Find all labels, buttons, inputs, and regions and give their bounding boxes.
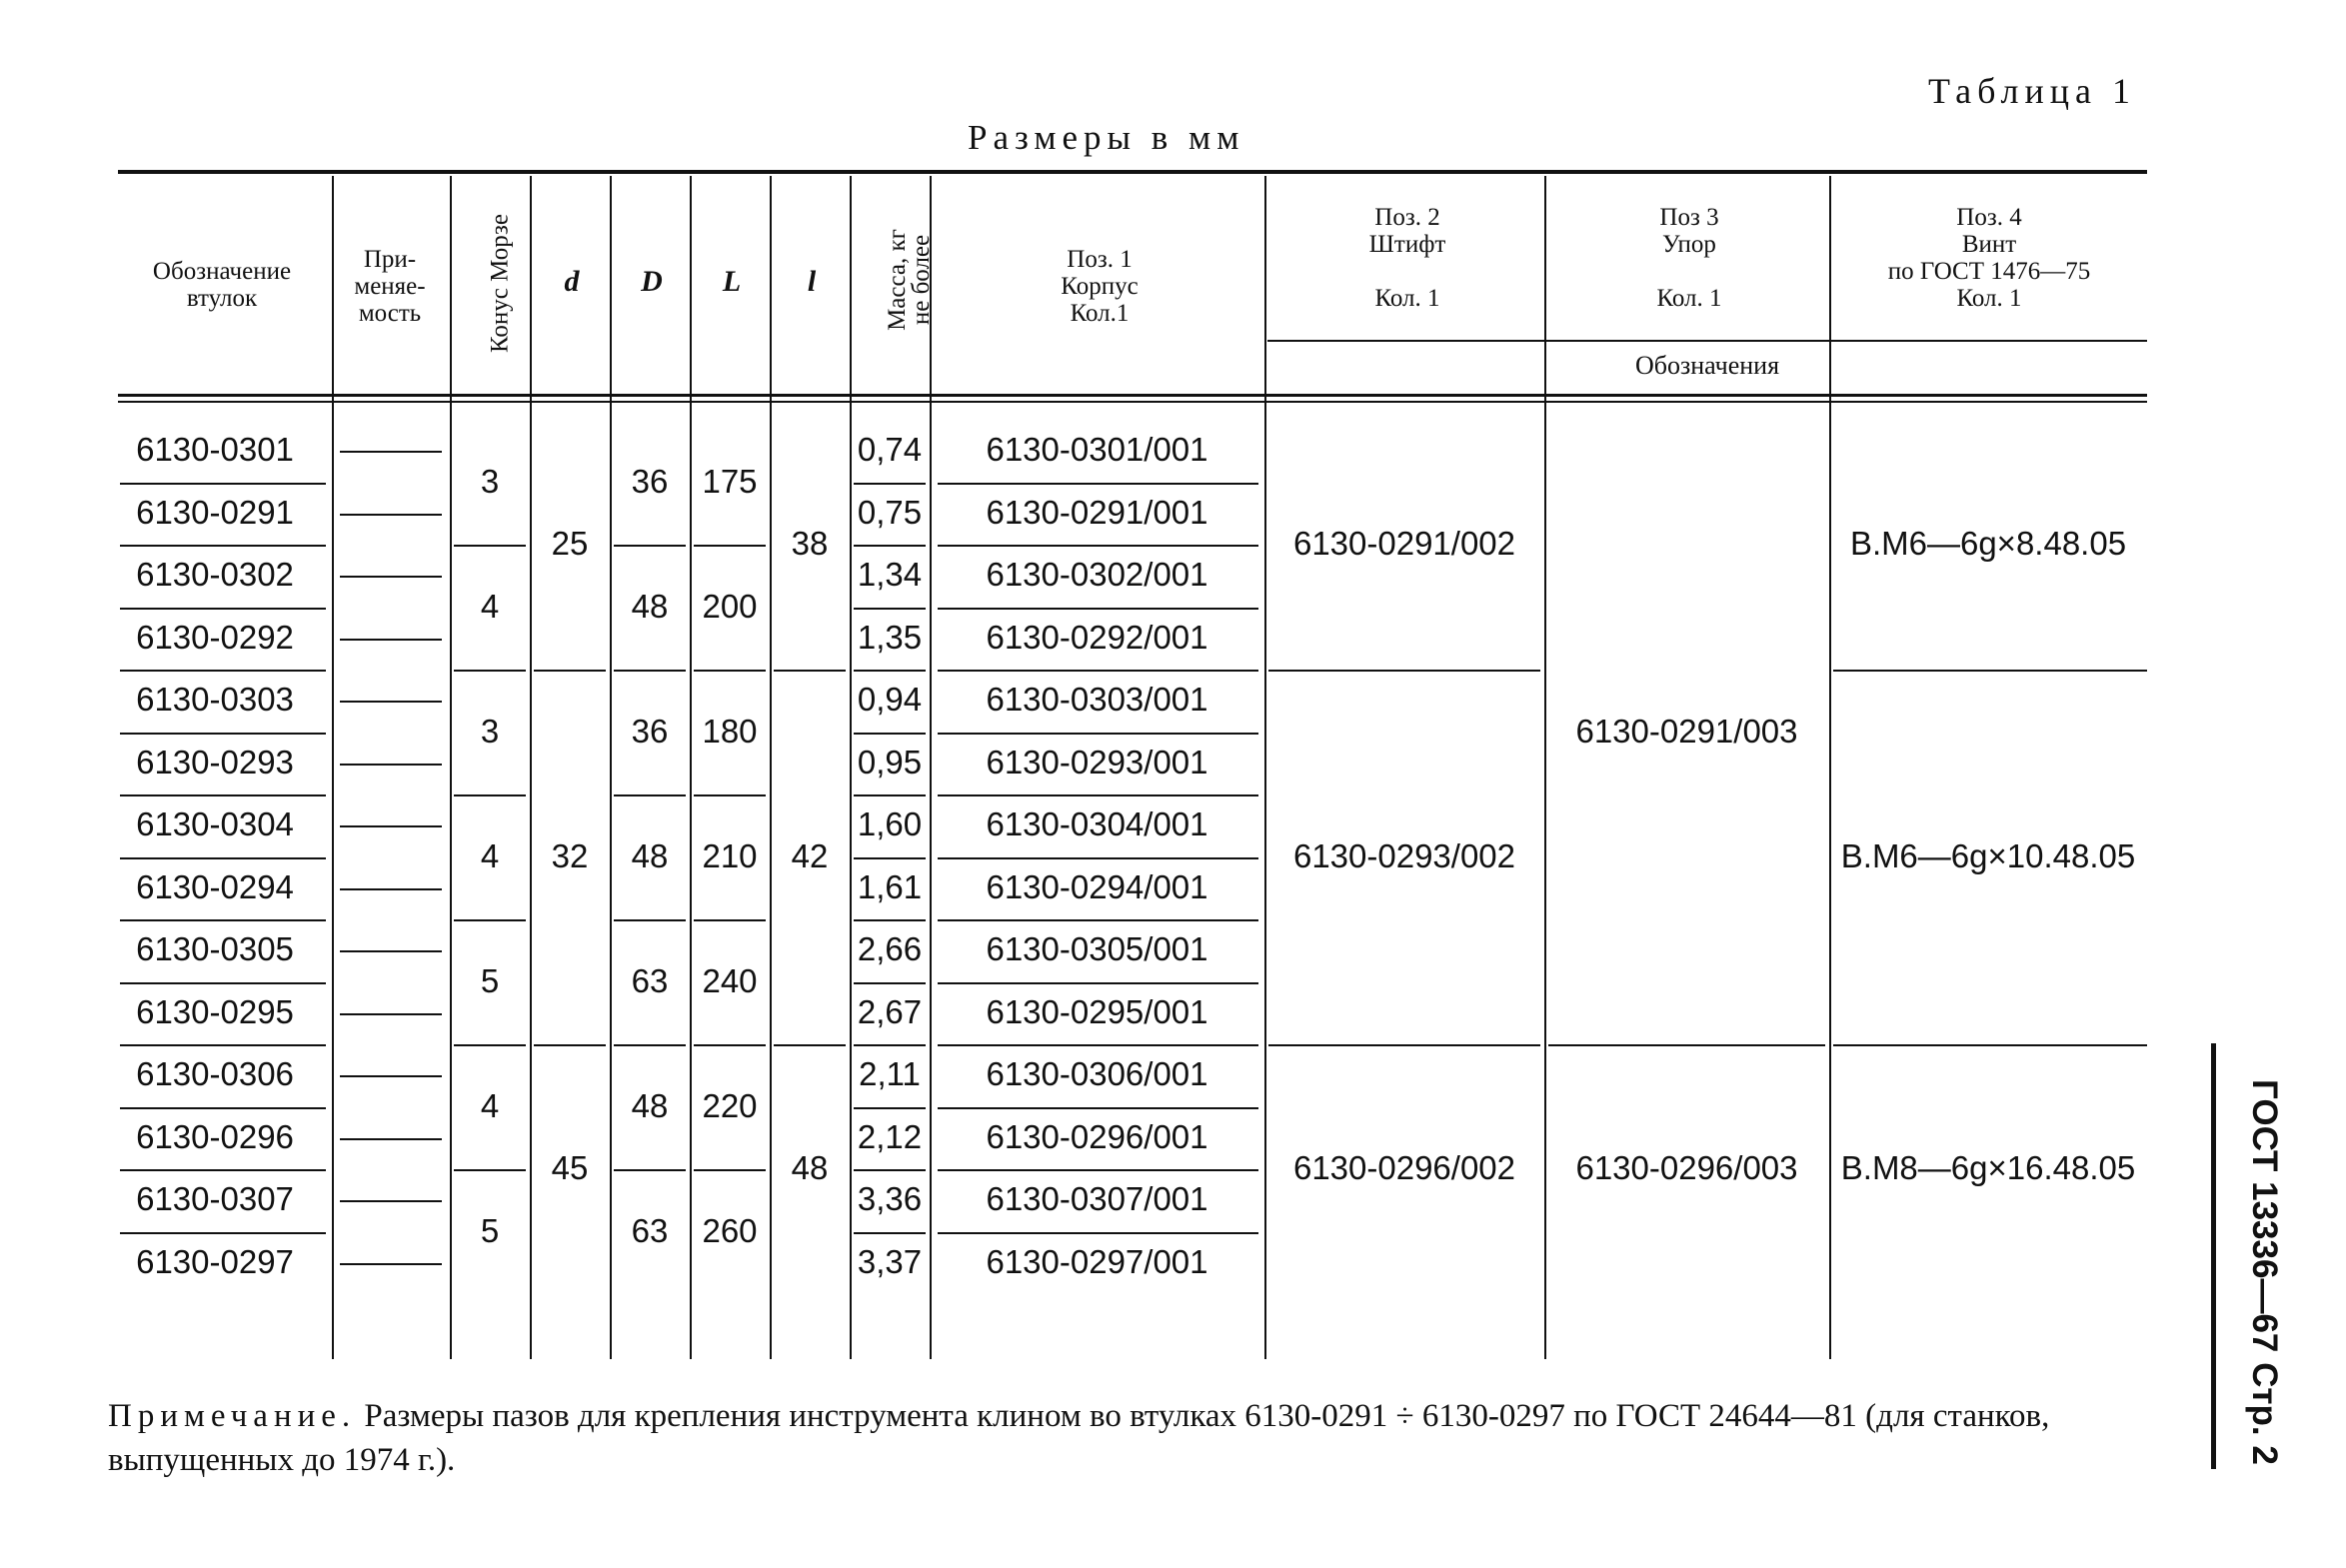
morse-value: 4	[480, 836, 500, 874]
footnote-lead: Примечание.	[108, 1398, 357, 1434]
row-line	[614, 919, 686, 921]
row-line	[340, 888, 442, 890]
row-line	[340, 764, 442, 766]
row-line	[774, 1044, 846, 1046]
row-pos1: 6130-0295/001	[986, 992, 1208, 1030]
row-line	[340, 701, 442, 703]
row-line	[1833, 670, 2147, 672]
row-mass: 1,35	[857, 618, 923, 656]
column-line	[1264, 176, 1266, 1359]
row-mass: 0,94	[857, 681, 923, 719]
row-line	[1548, 1044, 1825, 1046]
row-line	[454, 545, 526, 547]
header-designation: Обозначение втулок	[152, 258, 292, 312]
row-mass: 0,75	[857, 493, 923, 531]
row-designation: 6130-0297	[136, 1242, 294, 1280]
row-line	[694, 670, 766, 672]
row-pos1: 6130-0301/001	[986, 431, 1208, 469]
row-line	[1833, 1044, 2147, 1046]
row-line	[938, 733, 1258, 735]
d-value: 25	[551, 525, 589, 562]
footnote	[108, 1394, 2137, 1482]
row-line	[340, 514, 442, 516]
row-line	[120, 1044, 326, 1046]
pos2-value: 6130-0296/002	[1292, 1149, 1516, 1186]
row-designation: 6130-0293	[136, 743, 294, 781]
header-pos2: Поз. 2 Штифт Кол. 1	[1368, 204, 1446, 312]
pos3-value: 6130-0296/003	[1575, 1149, 1798, 1186]
row-pos1: 6130-0307/001	[986, 1180, 1208, 1218]
row-line	[614, 545, 686, 547]
row-line	[120, 857, 326, 859]
header-l: l	[807, 265, 817, 298]
D-value: 48	[631, 587, 669, 625]
L-value: 175	[702, 462, 758, 500]
D-value: 36	[631, 462, 669, 500]
pos2-value: 6130-0291/002	[1292, 525, 1516, 562]
row-line	[340, 451, 442, 453]
column-line	[530, 176, 532, 1359]
row-line	[454, 670, 526, 672]
row-line	[614, 794, 686, 796]
row-pos1: 6130-0304/001	[986, 805, 1208, 843]
row-line	[120, 733, 326, 735]
L-value: 180	[702, 712, 758, 750]
header-bottom-rule	[118, 394, 2147, 397]
header-d: d	[564, 265, 580, 298]
row-line	[340, 825, 442, 827]
morse-value: 5	[480, 961, 500, 999]
table-label: Таблица 1	[1928, 71, 2136, 111]
d-value: 32	[551, 836, 589, 874]
row-line	[340, 950, 442, 952]
row-line	[938, 1044, 1258, 1046]
row-line	[938, 608, 1258, 610]
row-line	[694, 1169, 766, 1171]
row-line	[120, 1107, 326, 1109]
row-designation: 6130-0305	[136, 930, 294, 968]
row-line	[120, 483, 326, 485]
l-value: 48	[791, 1149, 829, 1186]
D-value: 63	[631, 1211, 669, 1249]
morse-value: 4	[480, 587, 500, 625]
row-mass: 1,34	[857, 556, 923, 594]
row-line	[938, 1232, 1258, 1234]
L-value: 260	[702, 1211, 758, 1249]
row-mass: 3,36	[857, 1180, 923, 1218]
row-mass: 0,74	[857, 431, 923, 469]
row-line	[454, 794, 526, 796]
L-value: 220	[702, 1086, 758, 1124]
units-caption: Размеры в мм	[968, 118, 1245, 157]
row-mass: 3,37	[857, 1242, 923, 1280]
row-designation: 6130-0307	[136, 1180, 294, 1218]
row-line	[534, 1044, 606, 1046]
row-line	[854, 919, 926, 921]
row-mass: 1,61	[857, 867, 923, 905]
pos3-value: 6130-0291/003	[1575, 712, 1798, 750]
D-value: 36	[631, 712, 669, 750]
row-designation: 6130-0295	[136, 992, 294, 1030]
top-rule	[118, 170, 2147, 174]
row-line	[854, 1044, 926, 1046]
row-mass: 2,66	[857, 930, 923, 968]
row-pos1: 6130-0302/001	[986, 556, 1208, 594]
row-pos1: 6130-0291/001	[986, 493, 1208, 531]
row-line	[340, 1138, 442, 1140]
header-applicability: При- меняе- мость	[354, 246, 426, 327]
row-mass: 2,11	[859, 1055, 921, 1093]
morse-value: 3	[480, 712, 500, 750]
row-line	[694, 919, 766, 921]
row-line	[938, 1107, 1258, 1109]
row-line	[854, 608, 926, 610]
row-pos1: 6130-0292/001	[986, 618, 1208, 656]
row-line	[340, 1075, 442, 1077]
row-pos1: 6130-0297/001	[986, 1242, 1208, 1280]
row-line	[120, 545, 326, 547]
row-line	[120, 1169, 326, 1171]
header-pos3: Поз 3 Упор Кол. 1	[1656, 204, 1722, 312]
row-designation: 6130-0292	[136, 618, 294, 656]
L-value: 210	[702, 836, 758, 874]
row-line	[854, 483, 926, 485]
D-value: 48	[631, 1086, 669, 1124]
designations-rule	[1267, 340, 2147, 342]
row-line	[854, 545, 926, 547]
pos4-value: B.M6—6g×8.48.05	[1849, 525, 2127, 562]
pos4-value: B.M6—6g×10.48.05	[1840, 836, 2136, 874]
row-line	[938, 982, 1258, 984]
header-designations: Обозначения	[1634, 351, 1780, 380]
l-value: 42	[791, 836, 829, 874]
row-pos1: 6130-0305/001	[986, 930, 1208, 968]
column-line	[450, 176, 452, 1359]
d-value: 45	[551, 1149, 589, 1186]
row-designation: 6130-0296	[136, 1117, 294, 1155]
row-line	[694, 794, 766, 796]
row-line	[340, 1013, 442, 1015]
column-line	[690, 176, 692, 1359]
header-pos1: Поз. 1 Корпус Кол.1	[1061, 246, 1139, 327]
row-line	[340, 1200, 442, 1202]
column-line	[850, 176, 852, 1359]
row-line	[938, 919, 1258, 921]
L-value: 200	[702, 587, 758, 625]
header-L: L	[722, 265, 742, 298]
row-line	[1268, 670, 1540, 672]
row-line	[120, 919, 326, 921]
row-line	[454, 1169, 526, 1171]
row-mass: 2,67	[857, 992, 923, 1030]
row-line	[694, 545, 766, 547]
row-mass: 2,12	[857, 1117, 923, 1155]
D-value: 63	[631, 961, 669, 999]
l-value: 38	[791, 525, 829, 562]
header-morse-taper: Конус Морзе	[486, 213, 514, 354]
row-line	[938, 670, 1258, 672]
row-mass: 1,60	[857, 805, 923, 843]
row-line	[854, 982, 926, 984]
row-line	[120, 794, 326, 796]
row-line	[694, 1044, 766, 1046]
row-line	[454, 919, 526, 921]
row-pos1: 6130-0306/001	[986, 1055, 1208, 1093]
row-line	[614, 1169, 686, 1171]
footnote-text: Размеры пазов для крепления инструмента клином во втулках 6130-0291 ÷ 6130-0297 по ГОСТ 24644—81 (для станков, выпущенных до 1974 г.).	[108, 1398, 2050, 1478]
row-designation: 6130-0303	[136, 681, 294, 719]
column-line	[770, 176, 772, 1359]
row-pos1: 6130-0294/001	[986, 867, 1208, 905]
row-line	[854, 1169, 926, 1171]
header-bottom-rule-2	[118, 401, 2147, 403]
row-line	[120, 982, 326, 984]
row-line	[340, 1263, 442, 1265]
morse-value: 4	[480, 1086, 500, 1124]
row-designation: 6130-0301	[136, 431, 294, 469]
row-line	[938, 794, 1258, 796]
row-line	[938, 483, 1258, 485]
row-line	[534, 670, 606, 672]
row-designation: 6130-0294	[136, 867, 294, 905]
row-line	[1268, 1044, 1540, 1046]
row-line	[120, 1232, 326, 1234]
row-pos1: 6130-0296/001	[986, 1117, 1208, 1155]
D-value: 48	[631, 836, 669, 874]
row-line	[120, 608, 326, 610]
column-line	[332, 176, 334, 1359]
L-value: 240	[702, 961, 758, 999]
row-line	[938, 1169, 1258, 1171]
header-D: D	[641, 265, 663, 298]
side-label: ГОСТ 13336—67 Стр. 2	[2245, 1079, 2284, 1465]
row-line	[774, 670, 846, 672]
header-pos4: Поз. 4 Винт по ГОСТ 1476—75 Кол. 1	[1887, 204, 2091, 312]
row-pos1: 6130-0293/001	[986, 743, 1208, 781]
row-designation: 6130-0291	[136, 493, 294, 531]
row-designation: 6130-0302	[136, 556, 294, 594]
row-line	[120, 670, 326, 672]
row-line	[614, 670, 686, 672]
row-line	[854, 794, 926, 796]
row-line	[854, 1232, 926, 1234]
row-designation: 6130-0304	[136, 805, 294, 843]
side-label-bar	[2211, 1043, 2216, 1469]
pos2-value: 6130-0293/002	[1292, 836, 1516, 874]
row-line	[938, 857, 1258, 859]
row-line	[938, 545, 1258, 547]
morse-value: 3	[480, 462, 500, 500]
pos4-value: B.M8—6g×16.48.05	[1840, 1149, 2136, 1186]
row-pos1: 6130-0303/001	[986, 681, 1208, 719]
row-line	[454, 1044, 526, 1046]
morse-value: 5	[480, 1211, 500, 1249]
row-line	[854, 670, 926, 672]
row-line	[614, 1044, 686, 1046]
row-designation: 6130-0306	[136, 1055, 294, 1093]
row-mass: 0,95	[857, 743, 923, 781]
row-line	[854, 1107, 926, 1109]
row-line	[854, 857, 926, 859]
row-line	[854, 733, 926, 735]
row-line	[340, 639, 442, 641]
row-line	[340, 576, 442, 578]
header-mass: Масса, кг не более	[884, 229, 935, 331]
column-line	[610, 176, 612, 1359]
